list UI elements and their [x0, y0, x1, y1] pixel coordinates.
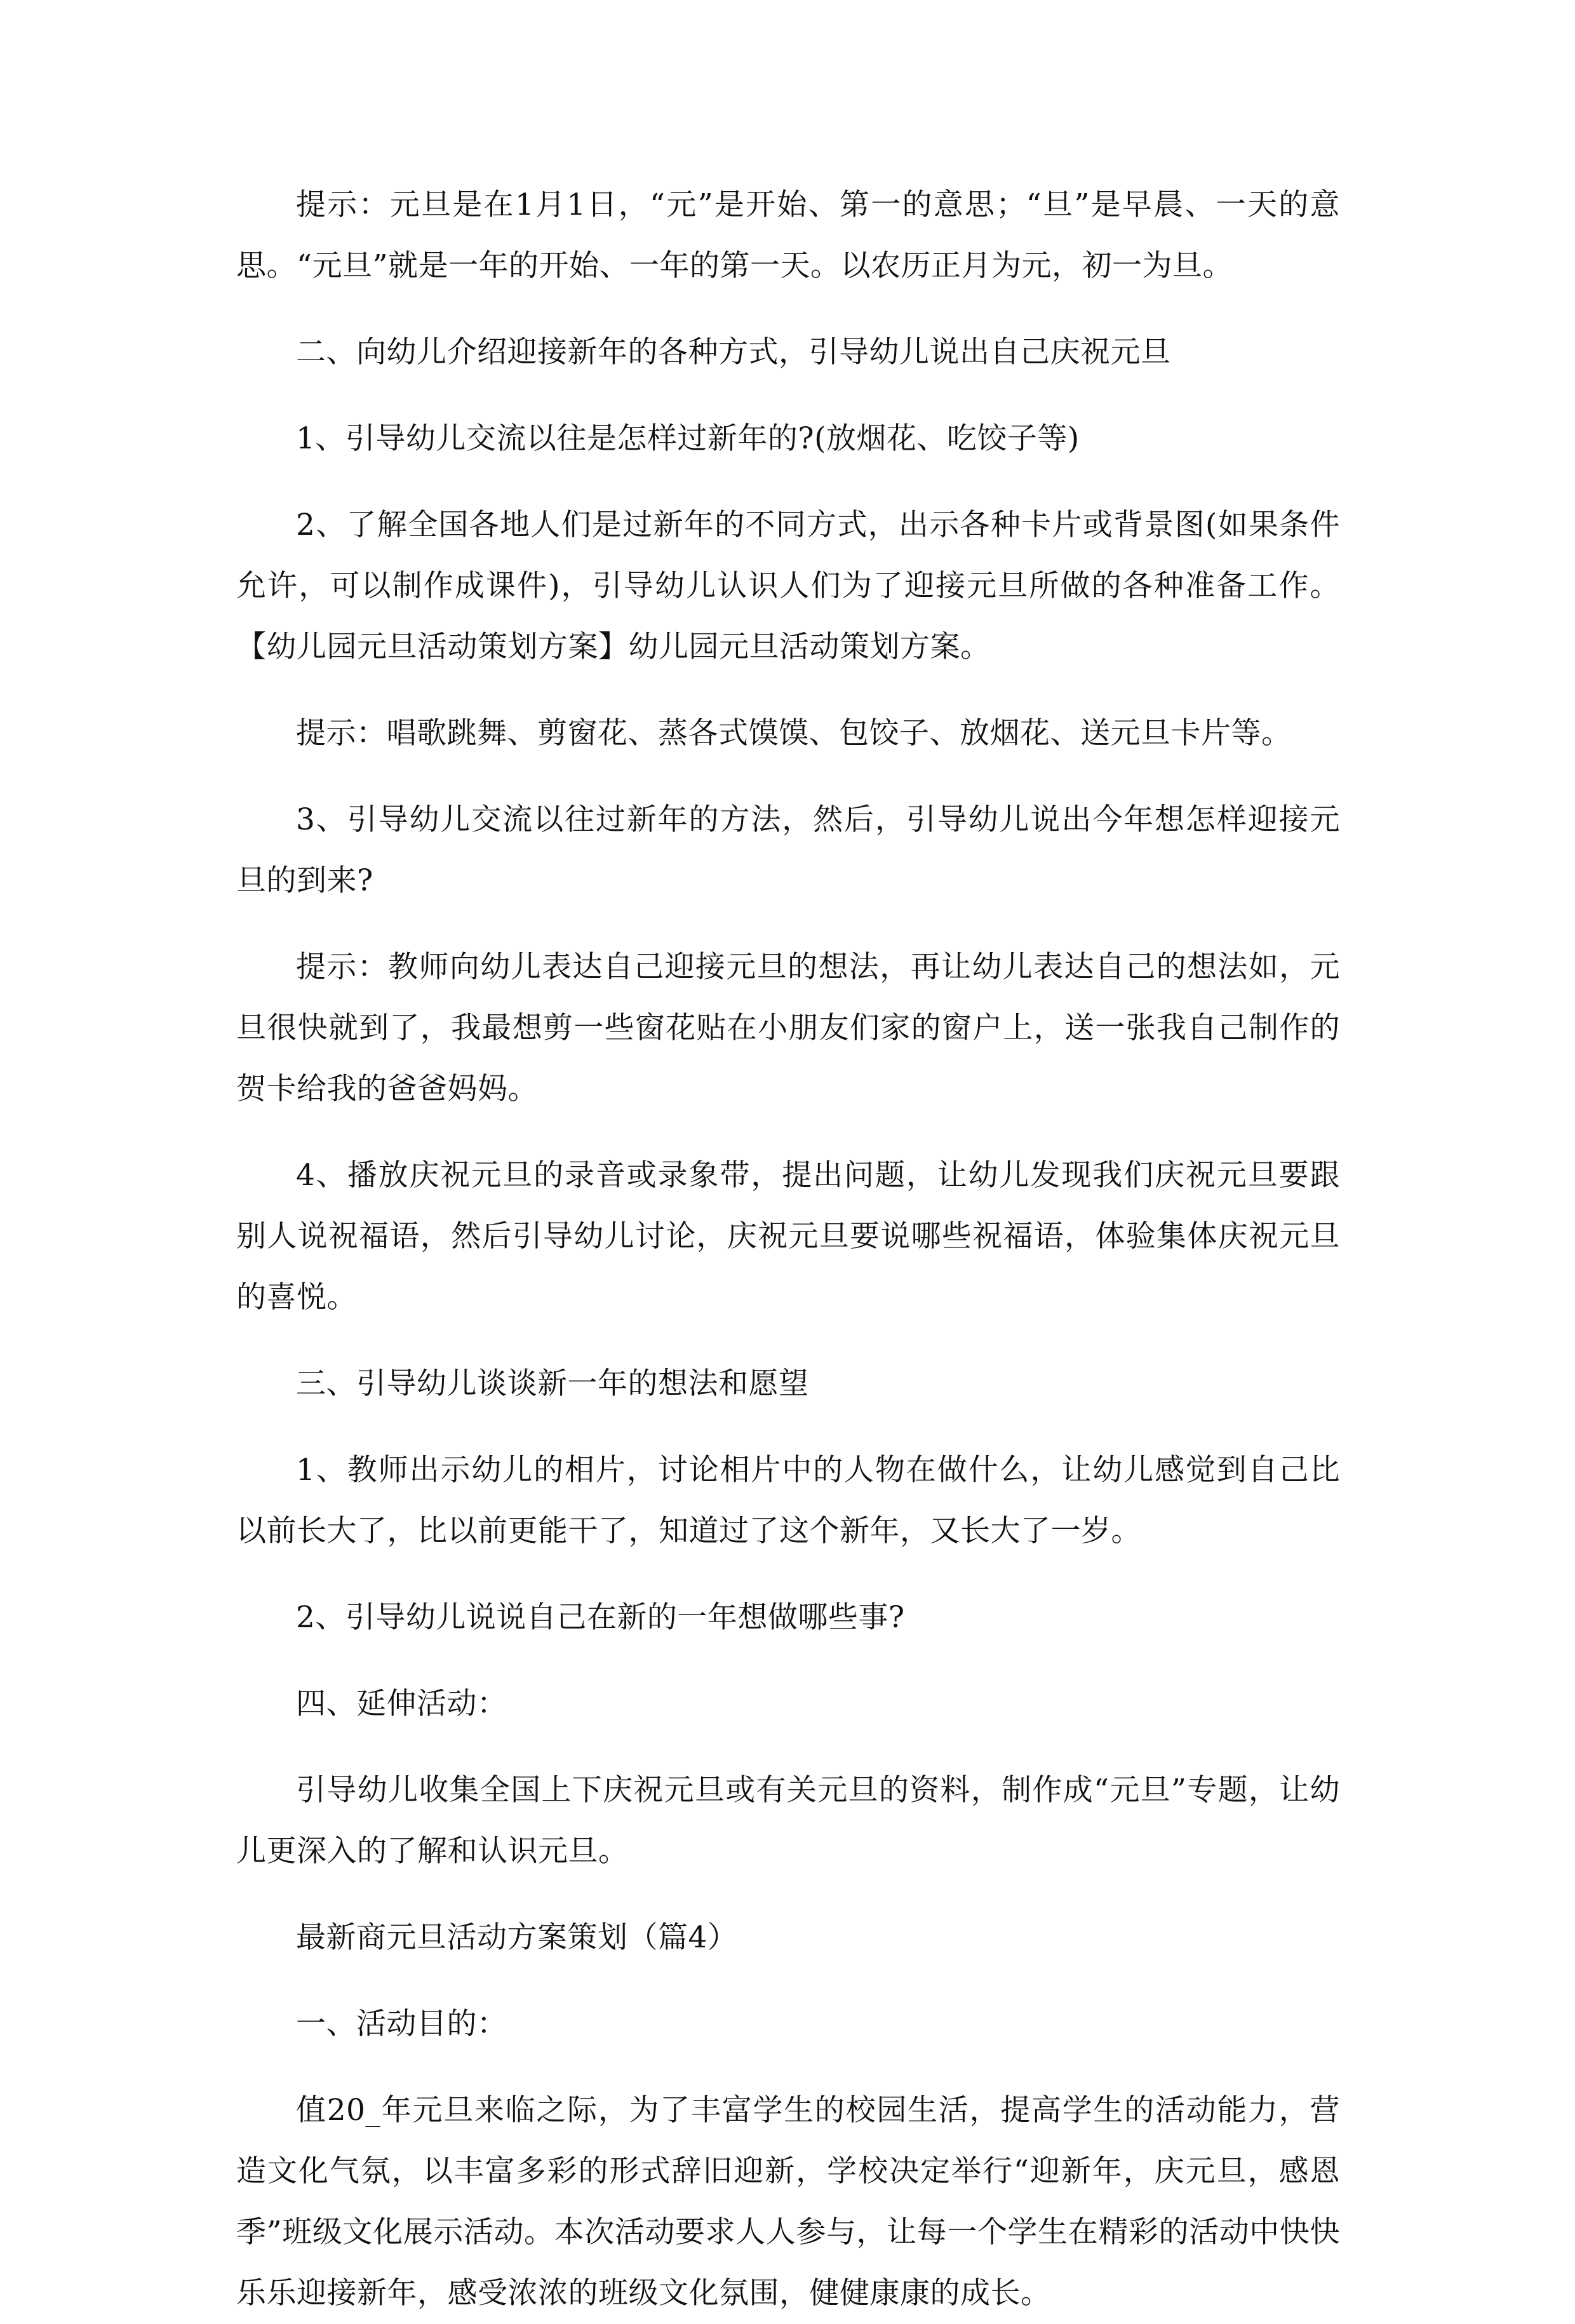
paragraph-item-3-1: 1、教师出示幼儿的相片，讨论相片中的人物在做什么，让幼儿感觉到自己比以前长大了，比以前更能干了，知道过了这个新年，又长大了一岁。 — [236, 1453, 1340, 1548]
paragraph-tip-teacher: 提示：教师向幼儿表达自己迎接元旦的想法，再让幼儿表达自己的想法如，元旦很快就到了，我最想剪一些窗花贴在小朋友们家的窗户上，送一张我自己制作的贺卡给我的爸爸妈妈。 — [236, 950, 1340, 1106]
paragraph-purpose: 值20_年元旦来临之际，为了丰富学生的校园生活，提高学生的活动能力，营造文化气氛，以丰富多彩的形式辞旧迎新，学校决定举行“迎新年，庆元旦，感恩季”班级文化展示活动。本次活动要求人人参与，让每一个学生在精彩的活动中快快乐乐迎接新年，感受浓浓的班级文化氛围，健健康康的成长。 — [236, 2093, 1340, 2311]
paragraph-item-1: 1、引导幼儿交流以往是怎样过新年的?(放烟花、吃饺子等) — [296, 421, 1080, 456]
article-title-part-4: 最新商元旦活动方案策划（篇4） — [296, 1920, 738, 1955]
paragraph-item-3-2: 2、引导幼儿说说自己在新的一年想做哪些事? — [296, 1600, 905, 1635]
paragraph-tip-activities: 提示：唱歌跳舞、剪窗花、蒸各式馍馍、包饺子、放烟花、送元旦卡片等。 — [296, 716, 1292, 751]
section-heading-3: 三、引导幼儿谈谈新一年的想法和愿望 — [296, 1366, 809, 1401]
paragraph-item-2: 2、了解全国各地人们是过新年的不同方式，出示各种卡片或背景图(如果条件允许，可以制作成课件)，引导幼儿认识人们为了迎接元旦所做的各种准备工作。【幼儿园元旦活动策划方案】幼儿园元旦活动策划方案。 — [236, 507, 1340, 664]
section-heading-purpose: 一、活动目的： — [296, 2006, 507, 2041]
paragraph-extension: 引导幼儿收集全国上下庆祝元旦或有关元旦的资料，制作成“元旦”专题，让幼儿更深入的了解和认识元旦。 — [236, 1773, 1340, 1869]
section-heading-2: 二、向幼儿介绍迎接新年的各种方式，引导幼儿说出自己庆祝元旦 — [296, 335, 1171, 370]
paragraph-tip-yuandan-meaning: 提示：元旦是在1月1日，“元”是开始、第一的意思；“旦”是早晨、一天的意思。“元旦”就是一年的开始、一年的第一天。以农历正月为元，初一为旦。 — [236, 187, 1340, 283]
section-heading-4: 四、延伸活动： — [296, 1686, 507, 1721]
paragraph-item-3: 3、引导幼儿交流以往过新年的方法，然后，引导幼儿说出今年想怎样迎接元旦的到来? — [236, 802, 1340, 898]
paragraph-item-4: 4、播放庆祝元旦的录音或录象带，提出问题，让幼儿发现我们庆祝元旦要跟别人说祝福语，然后引导幼儿讨论，庆祝元旦要说哪些祝福语，体验集体庆祝元旦的喜悦。 — [236, 1158, 1340, 1315]
